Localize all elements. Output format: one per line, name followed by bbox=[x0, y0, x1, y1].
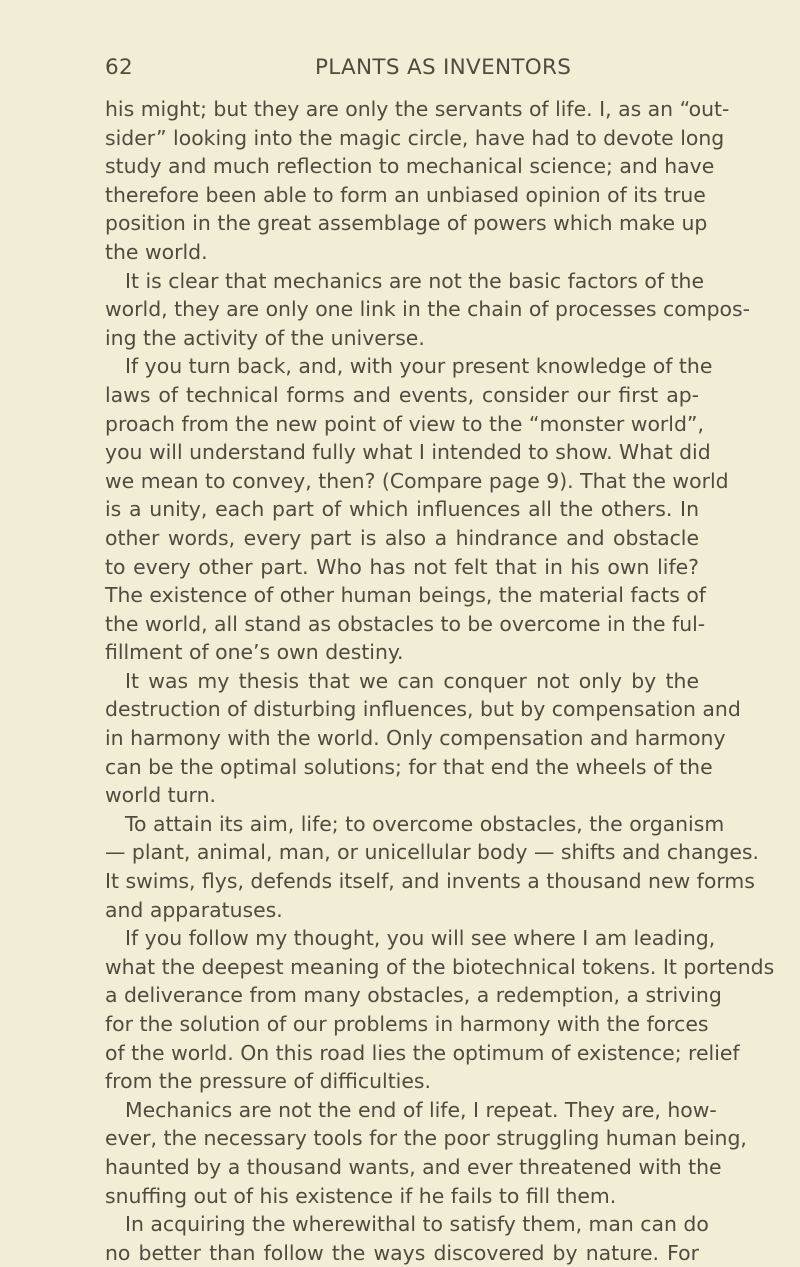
page-number: 62 bbox=[105, 55, 133, 80]
text-line: world, they are only one link in the chain of processes compos- bbox=[105, 297, 750, 322]
text-line: position in the great assemblage of powers which make up bbox=[105, 211, 708, 236]
text-line: his might; but they are only the servants of life. I, as an “out- bbox=[105, 97, 730, 121]
text-line: ever, the necessary tools for the poor struggling human being, bbox=[105, 1126, 747, 1151]
text-line: — plant, animal, man, or unicellular body — shifts and changes. bbox=[105, 840, 759, 865]
text-line: from the pressure of difficulties. bbox=[105, 1069, 432, 1094]
text-line: laws of technical forms and events, consider our first ap- bbox=[105, 382, 699, 407]
text-line: and apparatuses. bbox=[105, 897, 283, 922]
text-line: to every other part. Who has not felt that in his own life? bbox=[105, 554, 699, 579]
text-line: It was my thesis that we can conquer not only by the bbox=[125, 668, 699, 693]
running-title: PLANTS AS INVENTORS bbox=[315, 55, 572, 80]
text-line: can be the optimal solutions; for that end the wheels of the bbox=[105, 754, 713, 779]
text-line: what the deepest meaning of the biotechnical tokens. It portends bbox=[105, 954, 775, 979]
text-line: world turn. bbox=[105, 783, 216, 808]
text-line: no better than follow the ways discovered by nature. For bbox=[105, 1240, 699, 1265]
text-line: the world, all stand as obstacles to be overcome in the ful- bbox=[105, 611, 706, 636]
text-line: fillment of one’s own destiny. bbox=[105, 640, 404, 665]
text-line: is a unity, each part of which influences all the others. In bbox=[105, 497, 699, 522]
text-line: other words, every part is also a hindrance and obstacle bbox=[105, 525, 699, 550]
body-text bbox=[105, 95, 775, 1267]
text-line: we mean to convey, then? (Compare page 9). That the world bbox=[105, 468, 729, 493]
running-head bbox=[105, 55, 699, 89]
text-line: destruction of disturbing influences, but by compensation and bbox=[105, 697, 741, 722]
text-line: study and much reflection to mechanical science; and have bbox=[105, 154, 715, 179]
text-line: of the world. On this road lies the optimum of existence; relief bbox=[105, 1040, 740, 1065]
text-line: for the solution of our problems in harmony with the forces bbox=[105, 1012, 709, 1036]
text-line: In acquiring the wherewithal to satisfy them, man can do bbox=[125, 1212, 709, 1237]
text-line: If you turn back, and, with your present knowledge of the bbox=[125, 354, 713, 379]
text-line: sider” looking into the magic circle, have had to devote long bbox=[105, 125, 725, 150]
text-line: haunted by a thousand wants, and ever threatened with the bbox=[105, 1154, 722, 1179]
text-line: It swims, flys, defends itself, and invents a thousand new forms bbox=[105, 869, 755, 894]
text-line: The existence of other human beings, the material facts of bbox=[105, 583, 706, 608]
text-line: If you follow my thought, you will see where I am leading, bbox=[125, 926, 716, 951]
text-line: ing the activity of the universe. bbox=[105, 325, 425, 350]
text-line: therefore been able to form an unbiased opinion of its true bbox=[105, 182, 706, 207]
text-line: a deliverance from many obstacles, a redemption, a striving bbox=[105, 983, 722, 1008]
text-line: in harmony with the world. Only compensation and harmony bbox=[105, 726, 726, 751]
text-line: you will understand fully what I intended to show. What did bbox=[105, 440, 711, 465]
text-line: It is clear that mechanics are not the basic factors of the bbox=[125, 268, 705, 293]
text-line: Mechanics are not the end of life, I repeat. They are, how- bbox=[125, 1097, 717, 1122]
text-line: proach from the new point of view to the “monster world”, bbox=[105, 411, 704, 436]
text-line: snuffing out of his existence if he fails to fill them. bbox=[105, 1183, 617, 1208]
text-line: the world. bbox=[105, 239, 208, 264]
text-line: To attain its aim, life; to overcome obstacles, the organism bbox=[125, 811, 725, 836]
